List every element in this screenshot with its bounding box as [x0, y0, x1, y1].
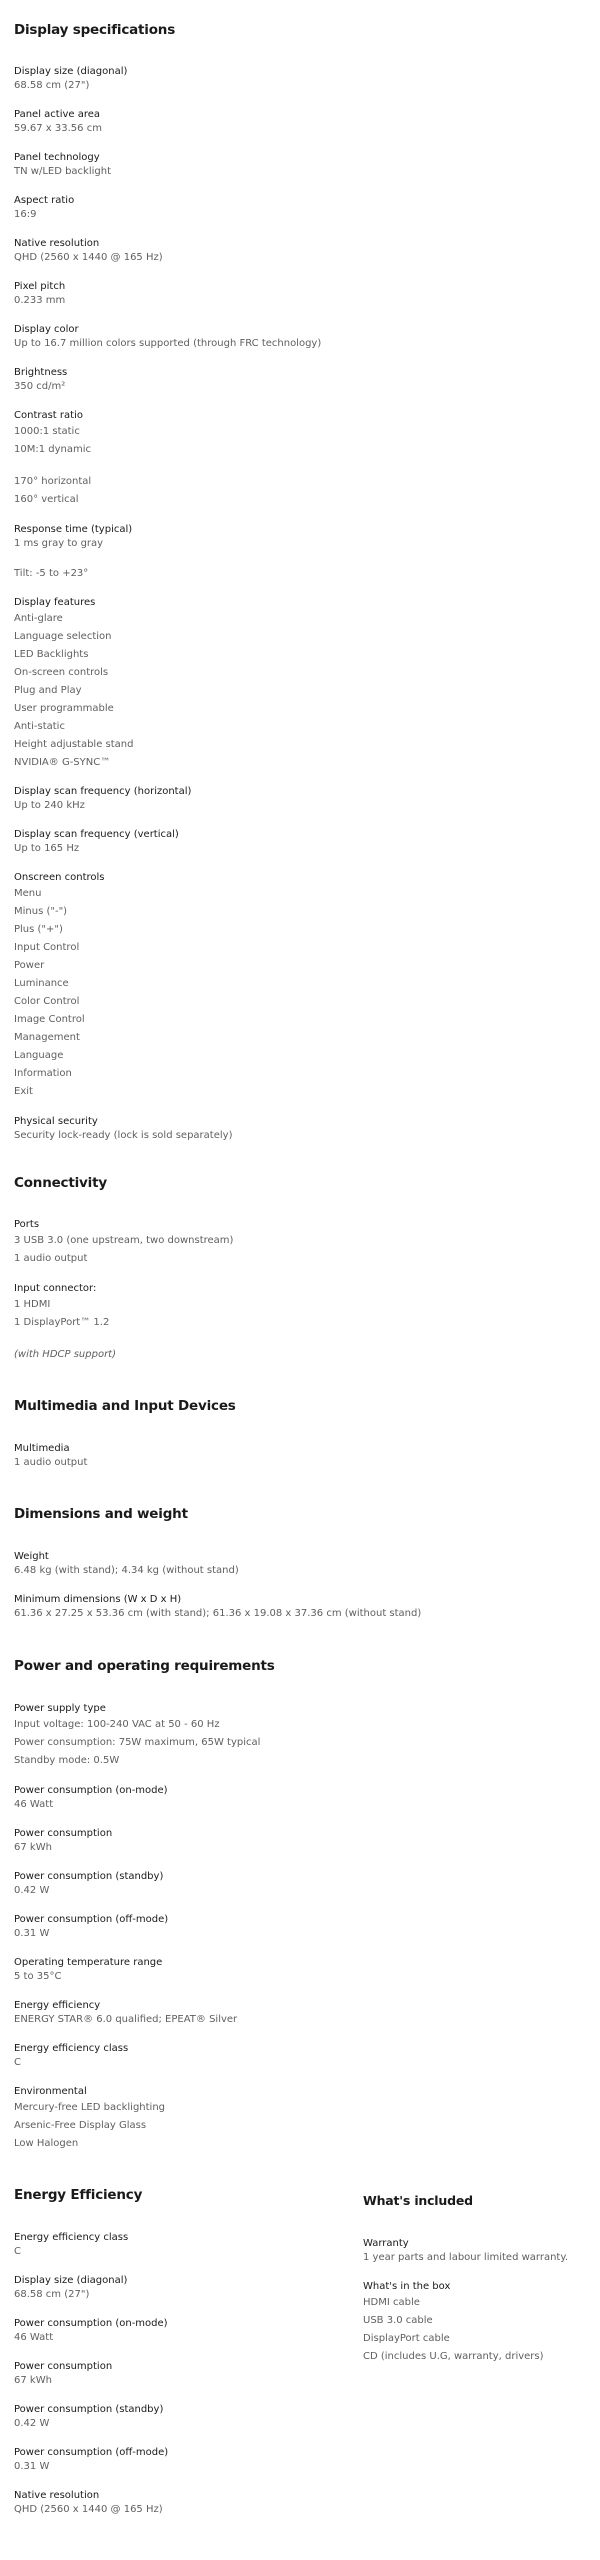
feature-item: LED Backlights: [14, 649, 89, 660]
connectivity-heading: Connectivity: [14, 1175, 107, 1191]
power-heading: Power and operating requirements: [14, 1658, 275, 1674]
environmental-item: Low Halogen: [14, 2138, 79, 2149]
operating-temperature-value: 5 to 35°C: [14, 1971, 62, 1982]
ee-power-on-mode-label: Power consumption (on-mode): [14, 2318, 168, 2329]
environmental-item: Mercury-free LED backlighting: [14, 2102, 166, 2113]
onscreen-control-item: Menu: [14, 888, 42, 899]
feature-item: Height adjustable stand: [14, 739, 134, 750]
ee-power-standby-value: 0.42 W: [14, 2418, 50, 2429]
viewing-angle-vertical: 160° vertical: [14, 494, 79, 505]
environmental-label: Environmental: [14, 2086, 87, 2097]
weight-label: Weight: [14, 1551, 49, 1562]
energy-efficiency-heading: Energy Efficiency: [14, 2187, 143, 2203]
physical-security-label: Physical security: [14, 1116, 98, 1127]
brightness-label: Brightness: [14, 367, 68, 378]
power-supply-item: Input voltage: 100-240 VAC at 50 - 60 Hz: [14, 1719, 220, 1730]
panel-active-area-label: Panel active area: [14, 109, 101, 120]
feature-item: Anti-glare: [14, 613, 63, 624]
onscreen-control-item: Image Control: [14, 1014, 85, 1025]
brightness-value: 350 cd/m²: [14, 381, 66, 392]
feature-item: Anti-static: [14, 721, 65, 732]
ee-display-size-value: 68.58 cm (27"): [14, 2289, 90, 2300]
power-on-mode-label: Power consumption (on-mode): [14, 1785, 168, 1796]
ee-power-consumption-label: Power consumption: [14, 2361, 113, 2372]
onscreen-control-item: Luminance: [14, 978, 69, 989]
box-item: HDMI cable: [363, 2297, 420, 2308]
pixel-pitch-value: 0.233 mm: [14, 295, 66, 306]
box-item: CD (includes U.G, warranty, drivers): [363, 2351, 544, 2362]
power-supply-item: Standby mode: 0.5W: [14, 1755, 120, 1766]
scan-frequency-horizontal-value: Up to 240 kHz: [14, 800, 85, 811]
port-item: 1 audio output: [14, 1253, 88, 1264]
panel-technology-value: TN w/LED backlight: [14, 166, 112, 177]
box-item: USB 3.0 cable: [363, 2315, 433, 2326]
panel-technology-label: Panel technology: [14, 152, 100, 163]
multimedia-value: 1 audio output: [14, 1457, 88, 1468]
scan-frequency-horizontal-label: Display scan frequency (horizontal): [14, 786, 192, 797]
ee-power-off-mode-label: Power consumption (off-mode): [14, 2447, 169, 2458]
contrast-static-value: 1000:1 static: [14, 426, 80, 437]
response-time-label: Response time (typical): [14, 524, 133, 535]
ee-class-label: Energy efficiency class: [14, 2232, 129, 2243]
display-features-label: Display features: [14, 597, 96, 608]
response-time-value: 1 ms gray to gray: [14, 538, 104, 549]
feature-item: On-screen controls: [14, 667, 109, 678]
pixel-pitch-label: Pixel pitch: [14, 281, 66, 292]
display-size-value: 68.58 cm (27"): [14, 80, 90, 91]
onscreen-control-item: Language: [14, 1050, 64, 1061]
ee-power-standby-label: Power consumption (standby): [14, 2404, 164, 2415]
feature-item: Language selection: [14, 631, 112, 642]
feature-item: User programmable: [14, 703, 114, 714]
onscreen-control-item: Minus ("-"): [14, 906, 68, 917]
warranty-value: 1 year parts and labour limited warranty.: [363, 2252, 569, 2263]
ee-native-resolution-label: Native resolution: [14, 2490, 100, 2501]
onscreen-control-item: Management: [14, 1032, 80, 1043]
warranty-label: Warranty: [363, 2238, 409, 2249]
scan-frequency-vertical-value: Up to 165 Hz: [14, 843, 80, 854]
energy-efficiency-class-value: C: [14, 2057, 21, 2068]
minimum-dimensions-label: Minimum dimensions (W x D x H): [14, 1594, 182, 1605]
ee-display-size-label: Display size (diagonal): [14, 2275, 128, 2286]
power-off-mode-label: Power consumption (off-mode): [14, 1914, 169, 1925]
ee-power-off-mode-value: 0.31 W: [14, 2461, 50, 2472]
power-on-mode-value: 46 Watt: [14, 1799, 54, 1810]
power-standby-value: 0.42 W: [14, 1885, 50, 1896]
power-consumption-label: Power consumption: [14, 1828, 113, 1839]
ee-power-on-mode-value: 46 Watt: [14, 2332, 54, 2343]
energy-efficiency-label: Energy efficiency: [14, 2000, 101, 2011]
native-resolution-label: Native resolution: [14, 238, 100, 249]
feature-item: Plug and Play: [14, 685, 82, 696]
aspect-ratio-label: Aspect ratio: [14, 195, 75, 206]
onscreen-control-item: Exit: [14, 1086, 33, 1097]
tilt-value: Tilt: -5 to +23°: [14, 568, 89, 579]
energy-efficiency-value: ENERGY STAR® 6.0 qualified; EPEAT® Silver: [14, 2014, 238, 2025]
input-connector-item: 1 HDMI: [14, 1299, 51, 1310]
energy-efficiency-class-label: Energy efficiency class: [14, 2043, 129, 2054]
environmental-item: Arsenic-Free Display Glass: [14, 2120, 147, 2131]
contrast-ratio-label: Contrast ratio: [14, 410, 83, 421]
multimedia-label: Multimedia: [14, 1443, 70, 1454]
onscreen-control-item: Plus ("+"): [14, 924, 63, 935]
ee-native-resolution-value: QHD (2560 x 1440 @ 165 Hz): [14, 2504, 163, 2515]
minimum-dimensions-value: 61.36 x 27.25 x 53.36 cm (with stand); 61.36 x 19.08 x 37.36 cm (without stand): [14, 1608, 422, 1619]
multimedia-heading: Multimedia and Input Devices: [14, 1398, 236, 1414]
ee-class-value: C: [14, 2246, 21, 2257]
weight-value: 6.48 kg (with stand); 4.34 kg (without stand): [14, 1565, 239, 1576]
aspect-ratio-value: 16:9: [14, 209, 37, 220]
display-size-label: Display size (diagonal): [14, 66, 128, 77]
scan-frequency-vertical-label: Display scan frequency (vertical): [14, 829, 179, 840]
dimensions-heading: Dimensions and weight: [14, 1506, 188, 1522]
display-color-label: Display color: [14, 324, 79, 335]
display-specifications-heading: Display specifications: [14, 22, 176, 38]
whats-included-heading: What's included: [363, 2193, 473, 2208]
onscreen-controls-label: Onscreen controls: [14, 872, 105, 883]
physical-security-value: Security lock-ready (lock is sold separately): [14, 1130, 233, 1141]
power-standby-label: Power consumption (standby): [14, 1871, 164, 1882]
whats-in-the-box-label: What's in the box: [363, 2281, 451, 2292]
input-connector-item: 1 DisplayPort™ 1.2: [14, 1317, 110, 1328]
onscreen-control-item: Input Control: [14, 942, 80, 953]
ee-power-consumption-value: 67 kWh: [14, 2375, 52, 2386]
viewing-angle-horizontal: 170° horizontal: [14, 476, 92, 487]
power-supply-type-label: Power supply type: [14, 1703, 106, 1714]
feature-item: NVIDIA® G-SYNC™: [14, 757, 111, 768]
box-item: DisplayPort cable: [363, 2333, 450, 2344]
hdcp-support-note: (with HDCP support): [14, 1349, 117, 1360]
operating-temperature-label: Operating temperature range: [14, 1957, 163, 1968]
onscreen-control-item: Power: [14, 960, 45, 971]
onscreen-control-item: Color Control: [14, 996, 80, 1007]
native-resolution-value: QHD (2560 x 1440 @ 165 Hz): [14, 252, 163, 263]
power-consumption-value: 67 kWh: [14, 1842, 52, 1853]
display-color-value: Up to 16.7 million colors supported (through FRC technology): [14, 338, 322, 349]
port-item: 3 USB 3.0 (one upstream, two downstream): [14, 1235, 234, 1246]
input-connector-label: Input connector:: [14, 1283, 97, 1294]
contrast-dynamic-value: 10M:1 dynamic: [14, 444, 92, 455]
ports-label: Ports: [14, 1219, 40, 1230]
power-supply-item: Power consumption: 75W maximum, 65W typical: [14, 1737, 261, 1748]
panel-active-area-value: 59.67 x 33.56 cm: [14, 123, 102, 134]
onscreen-control-item: Information: [14, 1068, 72, 1079]
power-off-mode-value: 0.31 W: [14, 1928, 50, 1939]
